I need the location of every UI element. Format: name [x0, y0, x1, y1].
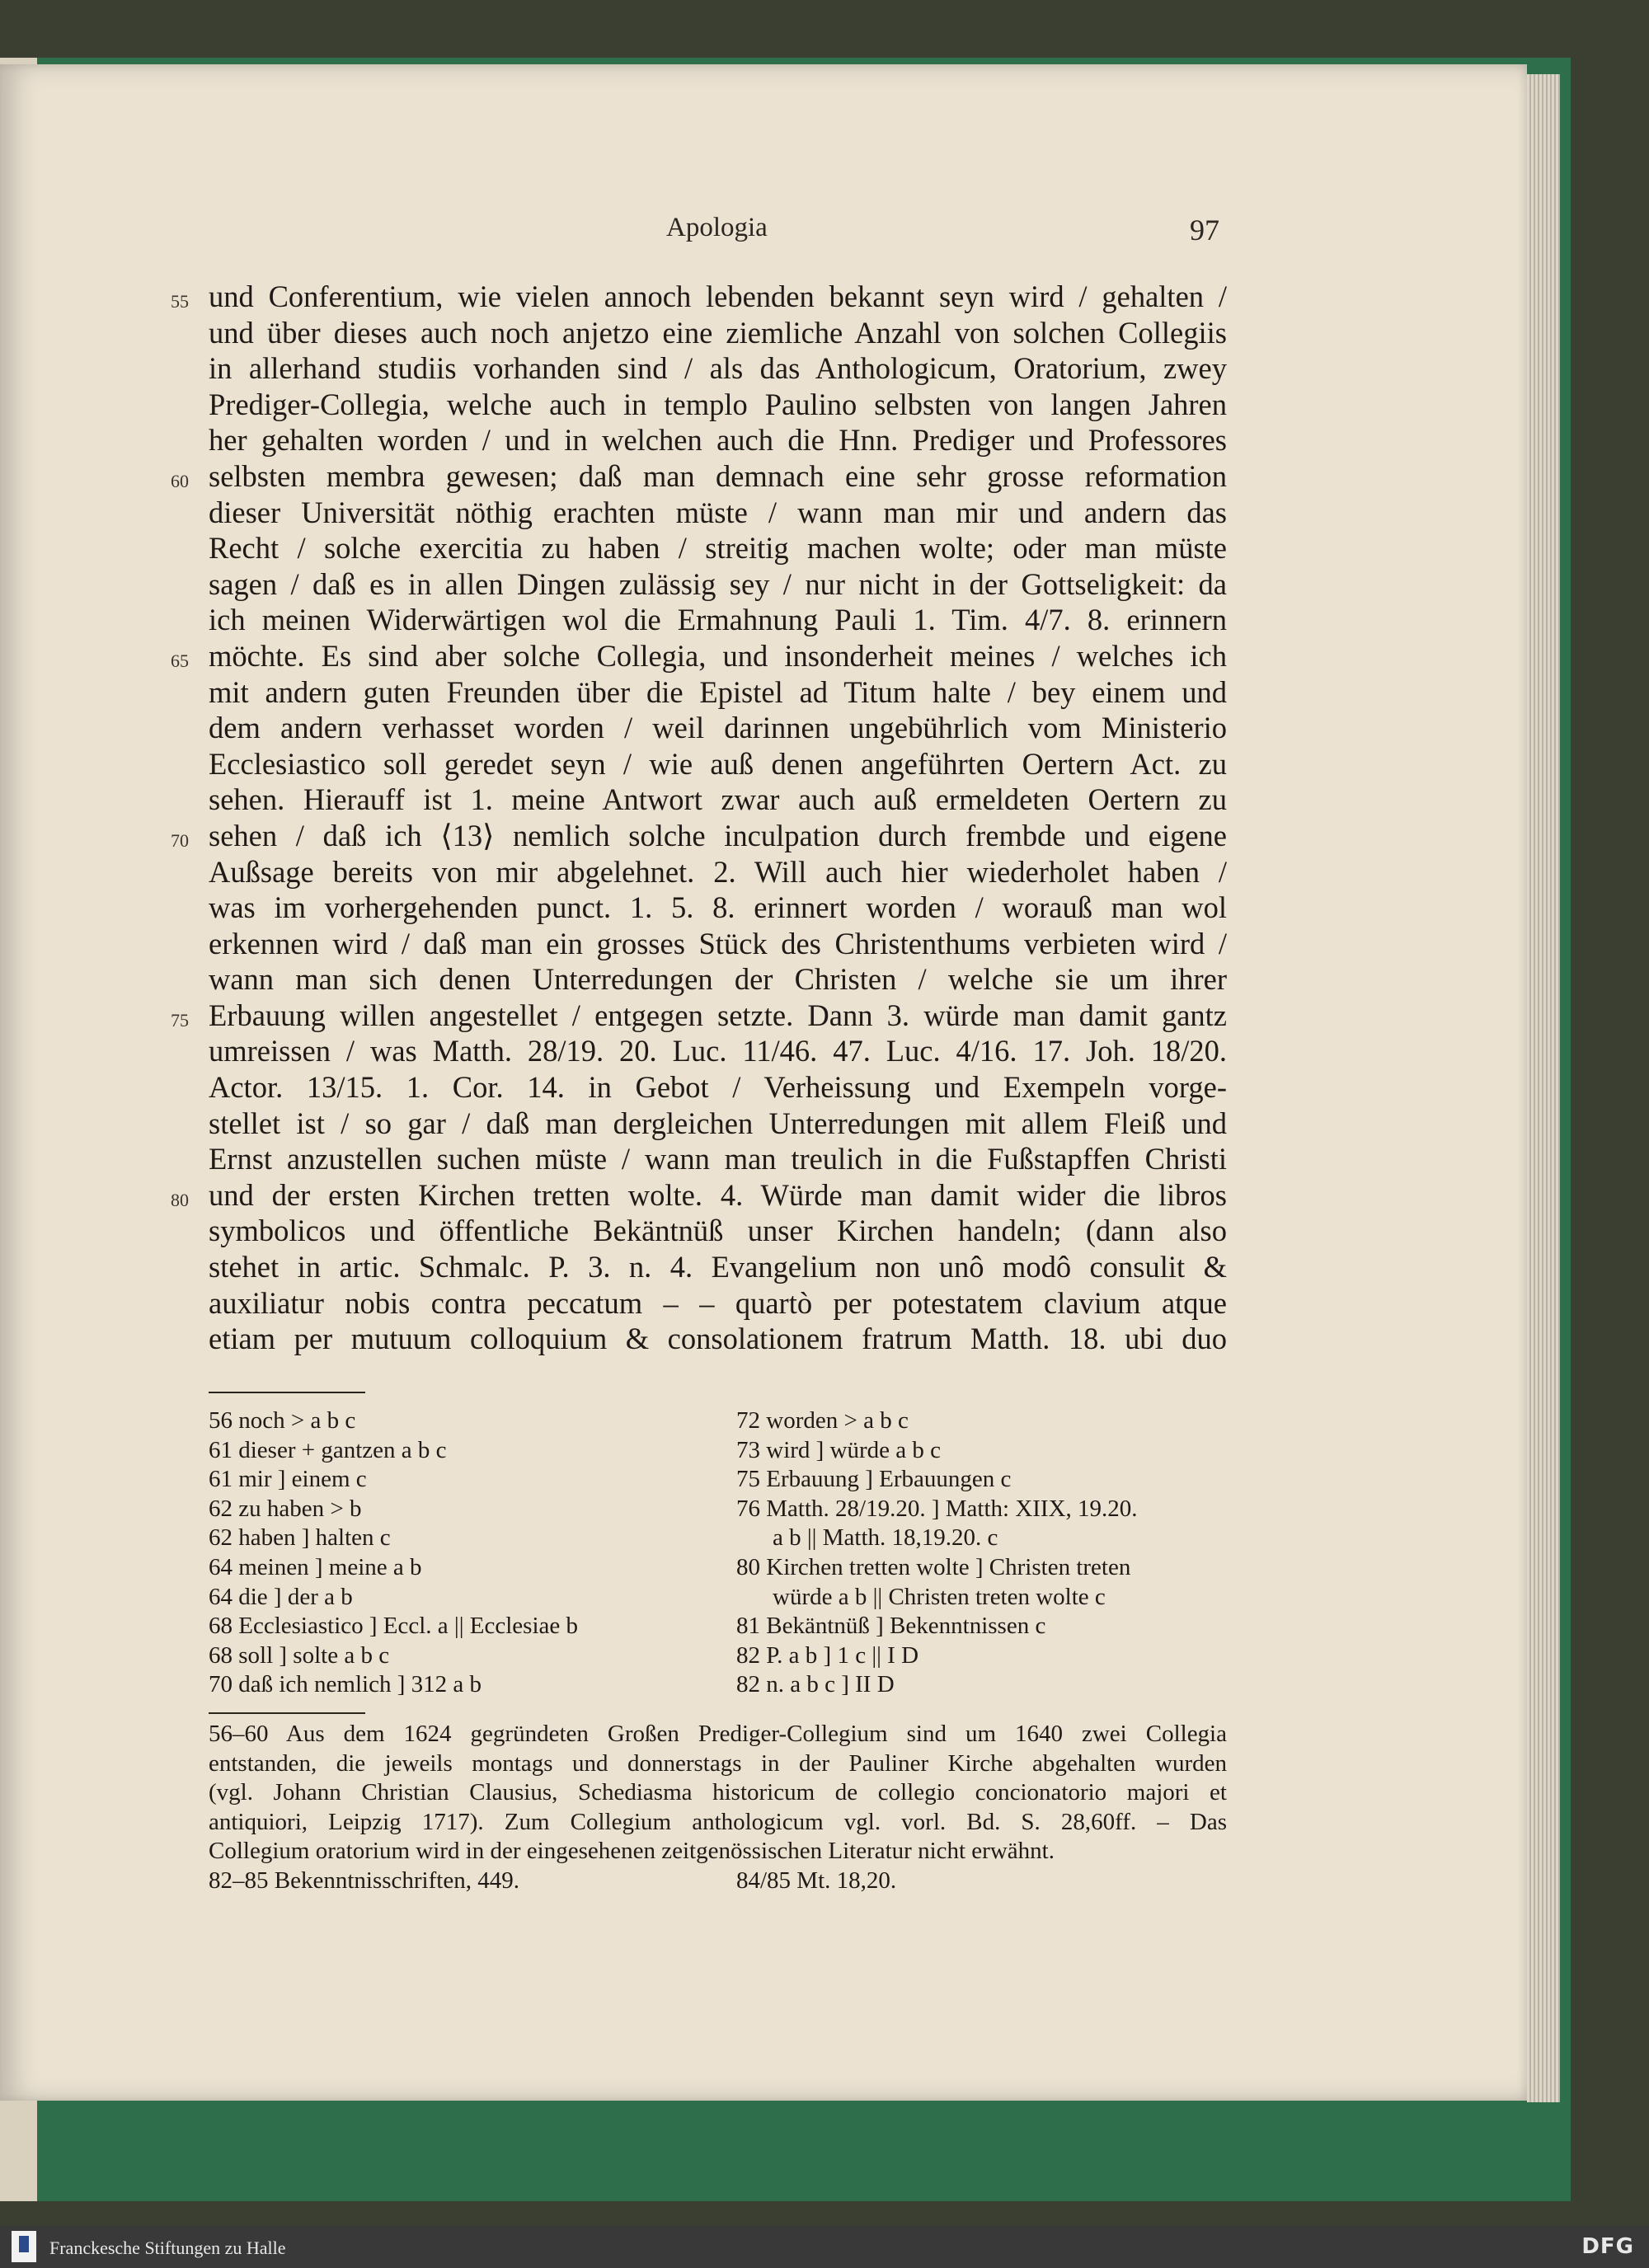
apparatus-entry: 68 soll ] solte a b c: [209, 1641, 390, 1669]
text-line-content: ich meinen Widerwärtigen wol die Ermahnung Pauli 1. Tim. 4/7. 8. erinnern: [209, 603, 1227, 637]
apparatus-entry: 82 n. a b c ] II D: [736, 1671, 895, 1698]
apparatus-entry: 62 zu haben > b: [209, 1495, 362, 1522]
text-line-content: stellet ist / so gar / daß man dergleichen Unterredungen mit allem Fleiß und: [209, 1106, 1227, 1140]
commentary-line: entstanden, die jeweils montags und donnerstags in der Pauliner Kirche abgehalten wurden: [209, 1749, 1227, 1777]
text-line-content: her gehalten worden / und in welchen auch die Hnn. Prediger und Professores: [209, 423, 1227, 458]
text-line: [209, 890, 1227, 926]
apparatus-entry: 56 noch > a b c: [209, 1407, 356, 1434]
text-line-content: Prediger-Collegia, welche auch in templo Paulino selbsten von langen Jahren: [209, 387, 1227, 421]
text-line-content: sehen. Hierauff ist 1. meine Antwort zwar auch auß ermeldeten Oertern zu: [209, 782, 1227, 817]
apparatus-entry: 68 Ecclesiastico ] Eccl. a || Ecclesiae b: [209, 1613, 578, 1640]
commentary-line: antiquiori, Leipzig 1717). Zum Collegium anthologicum vgl. vorl. Bd. S. 28,60ff. – Das: [209, 1808, 1227, 1835]
text-line: [209, 926, 1227, 962]
text-line: [209, 1321, 1227, 1357]
text-line-content: Ecclesiastico soll geredet seyn / wie auß denen angeführten Oertern Act. zu: [209, 746, 1227, 781]
line-number: 65: [171, 650, 189, 671]
text-line-content: wann man sich denen Unterredungen der Christen / welche sie um ihrer: [209, 962, 1227, 997]
commentary-rule: [209, 1712, 365, 1714]
text-line-content: Actor. 13/15. 1. Cor. 14. in Gebot / Verheissung und Exempeln vorge-: [209, 1070, 1227, 1105]
text-line: [209, 1106, 1227, 1142]
commentary-line: (vgl. Johann Christian Clausius, Schediasma historicum de collegio concionatorio majori et: [209, 1779, 1227, 1806]
apparatus-entry: 61 dieser + gantzen a b c: [209, 1436, 447, 1463]
text-line: [209, 422, 1227, 458]
text-line-content: Recht / solche exercitia zu haben / streitig machen wolte; oder man müste: [209, 531, 1227, 566]
text-line-content: sehen / daß ich ⟨13⟩ nemlich solche inculpation durch frembde und eigene: [209, 818, 1227, 852]
text-line-content: in allerhand studiis vorhanden sind / als das Anthologicum, Oratorium, zwey: [209, 351, 1227, 386]
running-title: Apologia: [666, 213, 768, 242]
line-number: 55: [171, 291, 189, 312]
apparatus-entry: 73 wird ] würde a b c: [736, 1436, 942, 1463]
dfg-logo: DFG: [1581, 2234, 1634, 2259]
text-line: [209, 387, 1227, 423]
apparatus-entry: 80 Kirchen tretten wolte ] Christen treten: [736, 1553, 1131, 1580]
text-line-content: und über dieses auch noch anjetzo eine ziemliche Anzahl von solchen Collegiis: [209, 315, 1227, 350]
apparatus-entry: würde a b || Christen treten wolte c: [773, 1583, 1106, 1610]
text-line-content: selbsten membra gewesen; daß man demnach eine sehr grosse reformation: [209, 458, 1227, 493]
footer-institution: Franckesche Stiftungen zu Halle: [49, 2237, 286, 2258]
text-line: [209, 746, 1227, 782]
commentary-ref-right: 84/85 Mt. 18,20.: [736, 1867, 897, 1894]
text-line: [209, 961, 1227, 998]
text-line: [209, 1069, 1227, 1106]
line-number: 75: [171, 1009, 189, 1031]
commentary-line: Collegium oratorium wird in der eingesehenen zeitgenössischen Literatur nicht erwähnt.: [209, 1838, 1055, 1865]
text-line: [209, 854, 1227, 890]
text-line: [171, 279, 1227, 315]
text-line-content: mit andern guten Freunden über die Epistel ad Titum halte / bey einem und: [209, 674, 1227, 709]
line-number: 70: [171, 829, 189, 851]
line-number: 80: [171, 1189, 189, 1210]
text-line: [209, 1141, 1227, 1177]
text-line-content: stehet in artic. Schmalc. P. 3. n. 4. Evangelium non unô modô consulit &: [209, 1250, 1227, 1284]
text-line: [209, 315, 1227, 351]
apparatus-entry: 64 meinen ] meine a b: [209, 1553, 422, 1580]
apparatus-entry: 72 worden > a b c: [736, 1407, 909, 1434]
page-edges: [1527, 74, 1560, 2102]
text-line-content: dem andern verhasset worden / weil darinnen ungebührlich vom Ministerio: [209, 711, 1227, 745]
apparatus-right-column: [736, 1406, 1227, 1700]
text-line-content: erkennen wird / daß man ein grosses Stück des Christenthums verbieten wird /: [209, 926, 1227, 960]
apparatus-entry: 75 Erbauung ] Erbauungen c: [736, 1466, 1012, 1493]
text-line-content: was im vorhergehenden punct. 1. 5. 8. erinnert worden / worauß man wol: [209, 890, 1227, 925]
text-line-content: sagen / daß es in allen Dingen zulässig sey / nur nicht in der Gottseligkeit: da: [209, 566, 1227, 601]
text-line: [209, 1033, 1227, 1069]
text-line-content: Erbauung willen angestellet / entgegen setzte. Dann 3. würde man damit gantz: [209, 998, 1227, 1032]
apparatus-entry: 64 die ] der a b: [209, 1583, 353, 1610]
apparatus-entry: 61 mir ] einem c: [209, 1466, 367, 1493]
text-line-content: und Conferentium, wie vielen annoch lebenden bekannt seyn wird / gehalten /: [209, 279, 1227, 313]
text-line: [209, 1249, 1227, 1285]
text-line: [209, 1213, 1227, 1249]
text-line-content: Außsage bereits von mir abgelehnet. 2. Will auch hier wiederholet haben /: [209, 854, 1227, 889]
apparatus-entry: 62 haben ] halten c: [209, 1524, 391, 1552]
text-line-content: etiam per mutuum colloquium & consolationem fratrum Matth. 18. ubi duo: [209, 1322, 1227, 1356]
commentary-ref-left: 82–85 Bekenntnisschriften, 449.: [209, 1867, 519, 1894]
text-line: [209, 674, 1227, 711]
commentary-line: 56–60 Aus dem 1624 gegründeten Großen Prediger-Collegium sind um 1640 zwei Collegia: [209, 1721, 1227, 1747]
text-line-content: Ernst anzustellen suchen müste / wann man treulich in die Fußstapffen Christi: [209, 1142, 1227, 1176]
text-line: [209, 710, 1227, 746]
institution-logo-icon: [12, 2231, 36, 2262]
text-line: [209, 350, 1227, 387]
text-line: [171, 638, 1227, 674]
apparatus-left-column: [209, 1406, 720, 1700]
page-number: 97: [1190, 214, 1219, 247]
apparatus-entry: 70 daß ich nemlich ] 312 a b: [209, 1671, 482, 1698]
text-line: [209, 1285, 1227, 1322]
text-line: [171, 458, 1227, 495]
text-line-content: symbolicos und öffentliche Bekäntnüß unser Kirchen handeln; (dann also: [209, 1214, 1227, 1248]
apparatus-entry: 81 Bekäntnüß ] Bekenntnissen c: [736, 1613, 1046, 1640]
apparatus-entry: 76 Matth. 28/19.20. ] Matth: XIIX, 19.20.: [736, 1495, 1138, 1522]
main-text: [171, 279, 1227, 1357]
text-line: [209, 495, 1227, 531]
footer-bar: [0, 2226, 1649, 2268]
commentary: [209, 1720, 1227, 1896]
line-number: 60: [171, 470, 189, 491]
commentary-row: [209, 1867, 1227, 1896]
apparatus-entry: a b || Matth. 18,19.20. c: [773, 1524, 998, 1552]
text-line: [209, 602, 1227, 638]
text-line: [171, 818, 1227, 854]
text-line: [171, 1177, 1227, 1214]
text-line-content: dieser Universität nöthig erachten müste / wann man mir und andern das: [209, 495, 1227, 529]
apparatus-rule: [209, 1392, 365, 1393]
text-line: [209, 566, 1227, 603]
text-line-content: auxiliatur nobis contra peccatum – – quartò per potestatem clavium atque: [209, 1285, 1227, 1320]
text-line: [209, 530, 1227, 566]
text-line: [171, 998, 1227, 1034]
text-line-content: möchte. Es sind aber solche Collegia, und insonderheit meines / welches ich: [209, 638, 1227, 673]
text-line: [209, 782, 1227, 818]
text-line-content: und der ersten Kirchen tretten wolte. 4. Würde man damit wider die libros: [209, 1177, 1227, 1212]
text-line-content: umreissen / was Matth. 28/19. 20. Luc. 11/46. 47. Luc. 4/16. 17. Joh. 18/20.: [209, 1034, 1227, 1068]
apparatus-entry: 82 P. a b ] 1 c || I D: [736, 1641, 919, 1669]
